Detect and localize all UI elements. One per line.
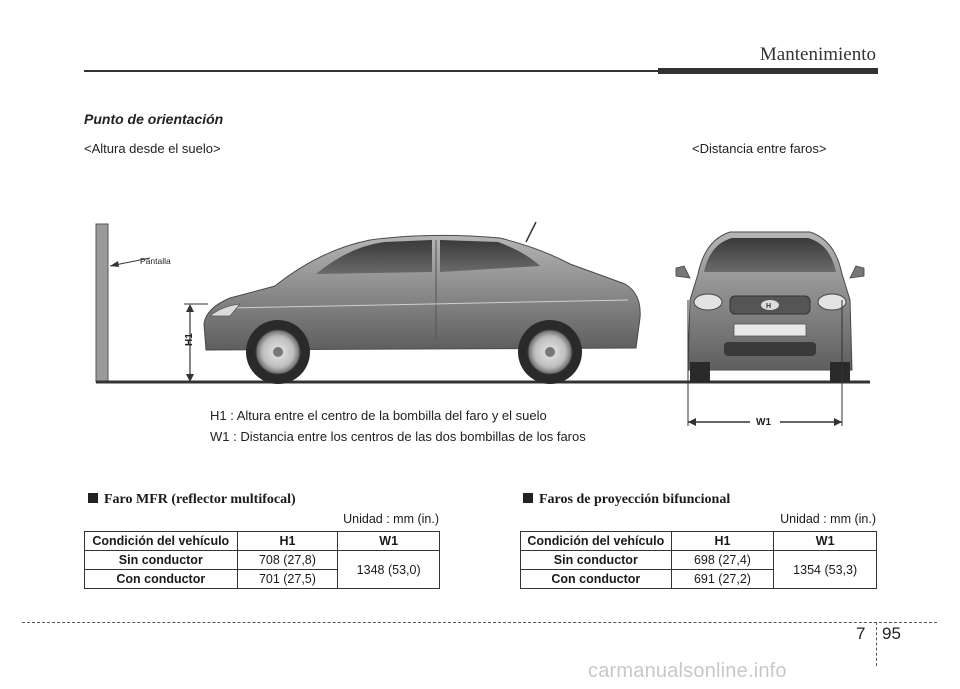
header-h1: H1 xyxy=(237,532,338,551)
car-side-view xyxy=(204,222,640,384)
w1-cell: 1348 (53,0) xyxy=(338,551,440,589)
header-rule xyxy=(84,70,664,72)
projection-table-title: Faros de proyección bifuncional xyxy=(523,492,730,508)
header-w1: W1 xyxy=(774,532,877,551)
watermark: carmanualsonline.info xyxy=(588,660,787,682)
screen-wall xyxy=(96,224,108,382)
car-front-view xyxy=(676,232,864,382)
page-header-title: Mantenimiento xyxy=(759,44,876,65)
mfr-table-title: Faro MFR (reflector multifocal) xyxy=(88,492,296,508)
mfr-table-unit: Unidad : mm (in.) xyxy=(343,512,439,526)
chapter-number: 7 xyxy=(856,624,866,643)
w1-label: W1 xyxy=(756,417,771,428)
h1-cell: 701 (27,5) xyxy=(237,570,338,589)
headlamp-distance-subtitle: <Distancia entre faros> xyxy=(692,141,827,156)
brand-badge: H xyxy=(766,303,772,310)
header-rule-thick xyxy=(658,68,878,74)
footer-rule xyxy=(22,622,937,623)
header-w1: W1 xyxy=(338,532,440,551)
table-header-row xyxy=(521,532,877,551)
page-number: 95 xyxy=(882,624,901,643)
footer-divider xyxy=(876,622,877,666)
h1-cell: 708 (27,8) xyxy=(237,551,338,570)
section-title: Punto de orientación xyxy=(84,111,224,127)
projection-spec-table xyxy=(520,531,877,589)
aiming-point-illustration xyxy=(80,200,880,440)
condition-cell: Sin conductor xyxy=(85,551,238,570)
ground-height-subtitle: <Altura desde el suelo> xyxy=(84,141,221,156)
header-condition: Condición del vehículo xyxy=(85,532,238,551)
table-row xyxy=(521,551,877,570)
h1-cell: 698 (27,4) xyxy=(671,551,774,570)
square-bullet-icon xyxy=(523,493,533,503)
condition-cell: Con conductor xyxy=(85,570,238,589)
h1-cell: 691 (27,2) xyxy=(671,570,774,589)
table-row xyxy=(85,551,440,570)
condition-cell: Con conductor xyxy=(521,570,672,589)
w1-cell: 1354 (53,3) xyxy=(774,551,877,589)
legend-w1: W1 : Distancia entre los centros de las dos bombillas de los faros xyxy=(210,429,586,444)
screen-label: Pantalla xyxy=(140,256,171,266)
h1-label: H1 xyxy=(184,333,195,346)
header-h1: H1 xyxy=(671,532,774,551)
table-header-row xyxy=(85,532,440,551)
condition-cell: Sin conductor xyxy=(521,551,672,570)
projection-table-unit: Unidad : mm (in.) xyxy=(780,512,876,526)
header-condition: Condición del vehículo xyxy=(521,532,672,551)
square-bullet-icon xyxy=(88,493,98,503)
legend-h1: H1 : Altura entre el centro de la bombilla del faro y el suelo xyxy=(210,408,547,423)
mfr-spec-table xyxy=(84,531,440,589)
